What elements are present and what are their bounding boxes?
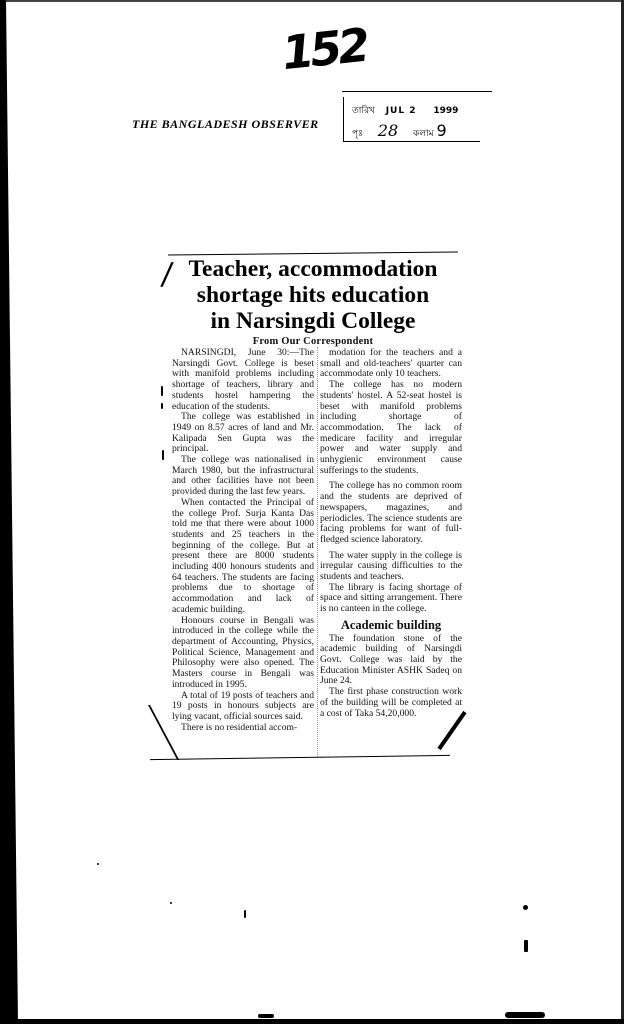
stamp-date-label: তারিখ — [352, 106, 375, 116]
stamp-date-value: JUL 2 — [385, 106, 417, 116]
paragraph: The first phase construction work of the building will be completed at a cost of Taka 54,20,000. — [320, 686, 462, 719]
article-column-left — [172, 348, 314, 733]
clipping-top-rule — [168, 251, 458, 255]
article-headline — [168, 256, 458, 334]
stamp-column-value: 9 — [436, 121, 447, 140]
handwritten-page-number: 152 — [279, 17, 369, 81]
headline-line: in Narsingdi College — [210, 308, 416, 334]
scan-speck — [244, 910, 246, 918]
stamp-page-label: পৃঃ — [352, 129, 363, 139]
scan-speck — [162, 450, 164, 460]
scan-border-left — [0, 0, 18, 1024]
paragraph: Honours course in Bengali was introduced in the college while the department of Accounting, Physics, Political Science, Management and Philosophy were also opened. The Masters course in Bengali was introduced in 1995. — [172, 614, 314, 690]
article-clipping — [159, 253, 466, 758]
slash-mark-icon: / — [159, 257, 175, 292]
paragraph: NARSINGDI, June 30:—The Narsingdi Govt. College is beset with manifold problems including shortage of teachers, library and students hostel hampering the education of the students. — [172, 347, 314, 412]
stamp-date-row — [352, 103, 458, 118]
scan-border-bottom — [0, 1019, 624, 1024]
archive-stamp — [343, 97, 480, 142]
scan-speck — [161, 386, 163, 396]
paragraph: The library is facing shortage of space and sitting arrangement. There is no canteen in the college. — [320, 581, 462, 615]
scan-border-top — [0, 0, 624, 2]
paragraph: modation for the teachers and a small and old-teachers' quarter can accommodate only 10 teachers. — [320, 347, 462, 380]
article-column-right — [320, 348, 462, 719]
headline-line: shortage hits education — [196, 282, 430, 308]
paragraph: The water supply in the college is irregular causing difficulties to the students and teachers. — [320, 549, 462, 583]
paragraph: The college has no common room and the students are deprived of newspapers, magazines, and periodicles. The science students are facing problems for want of full-fledged science laboratory. — [320, 480, 462, 545]
paragraph: There is no residential accom- — [181, 721, 298, 733]
paragraph: When contacted the Principal of the college Prof. Surja Kanta Das told me that there were about 1000 students and 25 teachers in the beginning of the college. But at present there are 8000 students including 400 honours students and 64 teachers. The students are facing problems due to shortage of accommodation and lack of academic building. — [172, 496, 314, 615]
stamp-year: 1999 — [433, 106, 459, 116]
scan-speck — [97, 863, 99, 865]
paragraph: A total of 19 posts of teachers and 19 posts in honours subjects are lying vacant, official sources said. — [172, 689, 314, 722]
paragraph: The college was established in 1949 on 8.57 acres of land and Mr. Kalipada Sen Gupta was the principal. — [172, 411, 314, 455]
scan-speck — [258, 1014, 274, 1018]
scan-speck — [161, 403, 163, 409]
column-divider — [317, 347, 318, 757]
paragraph: The college was nationalised in March 1980, but the infrastructural and other facilities have not been provided during the last few years. — [172, 454, 314, 498]
article-byline: From Our Correspondent — [252, 336, 374, 347]
stamp-page-row — [352, 121, 447, 141]
scan-speck — [170, 902, 172, 904]
article-subheading: Academic building — [340, 617, 442, 632]
paragraph: The college has no modern students' hostel. A 52-seat hostel is beset with manifold problems including shortage of accommodation. The lack of medicare facility and irregular power and water supply and unhygienic environment cause sufferings to the students. — [320, 379, 462, 476]
stamp-page-signature: 28 — [377, 121, 399, 140]
scan-speck — [505, 1012, 545, 1018]
scan-speck — [524, 940, 528, 952]
headline-line: Teacher, accommodation — [188, 256, 438, 282]
newspaper-masthead: THE BANGLADESH OBSERVER — [132, 117, 319, 131]
paragraph: The foundation stone of the academic building of Narsingdi Govt. College was laid by the Education Minister ASHK Sadeq on June 24. — [320, 632, 462, 687]
scan-speck — [523, 905, 528, 910]
stamp-column-label: কলাম — [413, 129, 434, 139]
